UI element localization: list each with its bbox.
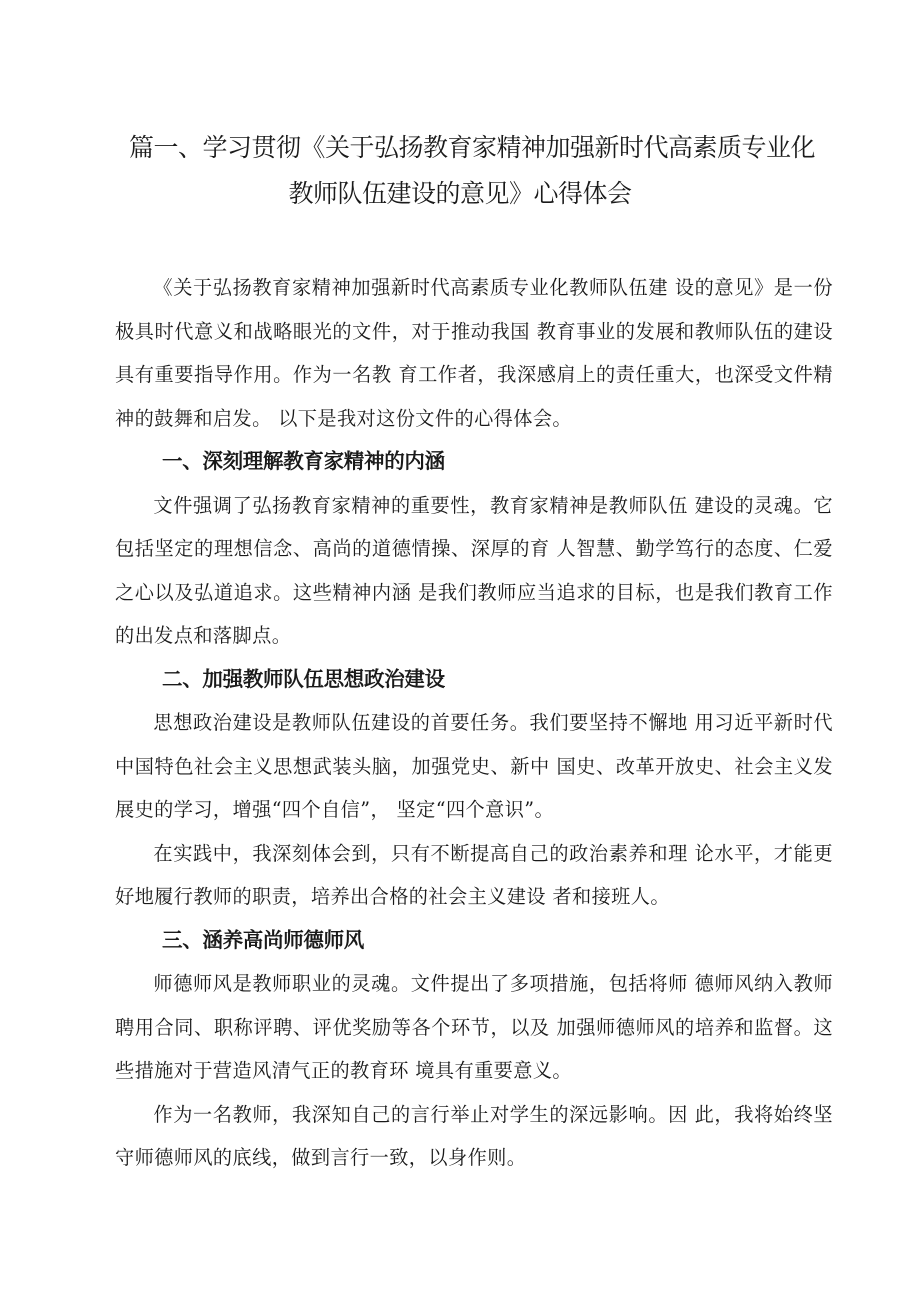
section-2-paragraph-2: 在实践中，我深刻体会到，只有不断提高自己的政治素养和理 论水平，才能更好地履行教师的职责，培养出合格的社会主义建设 者和接班人。 bbox=[115, 841, 833, 908]
section-heading-2: 二、加强教师队伍思想政治建设 bbox=[162, 666, 445, 691]
section-3-paragraph-1: 师德师风是教师职业的灵魂。文件提出了多项措施，包括将师 德师风纳入教师聘用合同、职称评聘、评优奖励等各个环节，以及 加强师德师风的培养和监督。这些措施对于营造风清气正的教育环 境具有重要意义。 bbox=[115, 972, 833, 1082]
document-title-line-2: 教师队伍建设的意见》心得体会 bbox=[288, 179, 632, 208]
document-body bbox=[115, 266, 833, 1180]
section-1-paragraph-1: 文件强调了弘扬教育家精神的重要性，教育家精神是教师队伍 建设的灵魂。它包括坚定的理想信念、高尚的道德情操、深厚的育 人智慧、勤学笃行的态度、仁爱之心以及弘道追求。这些精神内涵 是我们教师应当追求的目标，也是我们教育工作的出发点和落脚点。 bbox=[115, 493, 833, 647]
intro-paragraph: 《关于弘扬教育家精神加强新时代高素质专业化教师队伍建 设的意见》是一份极具时代意义和战略眼光的文件，对于推动我国 教育事业的发展和教师队伍的建设具有重要指导作用。作为一名教 育工作者，我深感肩上的责任重大，也深受文件精神的鼓舞和启发。 以下是我对这份文件的心得体会。 bbox=[115, 276, 833, 430]
section-heading-3: 三、涵养高尚师德师风 bbox=[162, 927, 364, 952]
document-title-line-1: 篇一、学习贯彻《关于弘扬教育家精神加强新时代高素质专业化 bbox=[128, 133, 815, 162]
section-3-paragraph-2: 作为一名教师，我深知自己的言行举止对学生的深远影响。因 此，我将始终坚守师德师风的底线，做到言行一致，以身作则。 bbox=[115, 1102, 833, 1169]
section-2-paragraph-1: 思想政治建设是教师队伍建设的首要任务。我们要坚持不懈地 用习近平新时代中国特色社会主义思想武装头脑，加强党史、新中 国史、改革开放史、社会主义发展史的学习，增强“四个自信”， 坚定“四个意识”。 bbox=[115, 711, 833, 821]
section-heading-1: 一、深刻理解教育家精神的内涵 bbox=[162, 449, 445, 473]
